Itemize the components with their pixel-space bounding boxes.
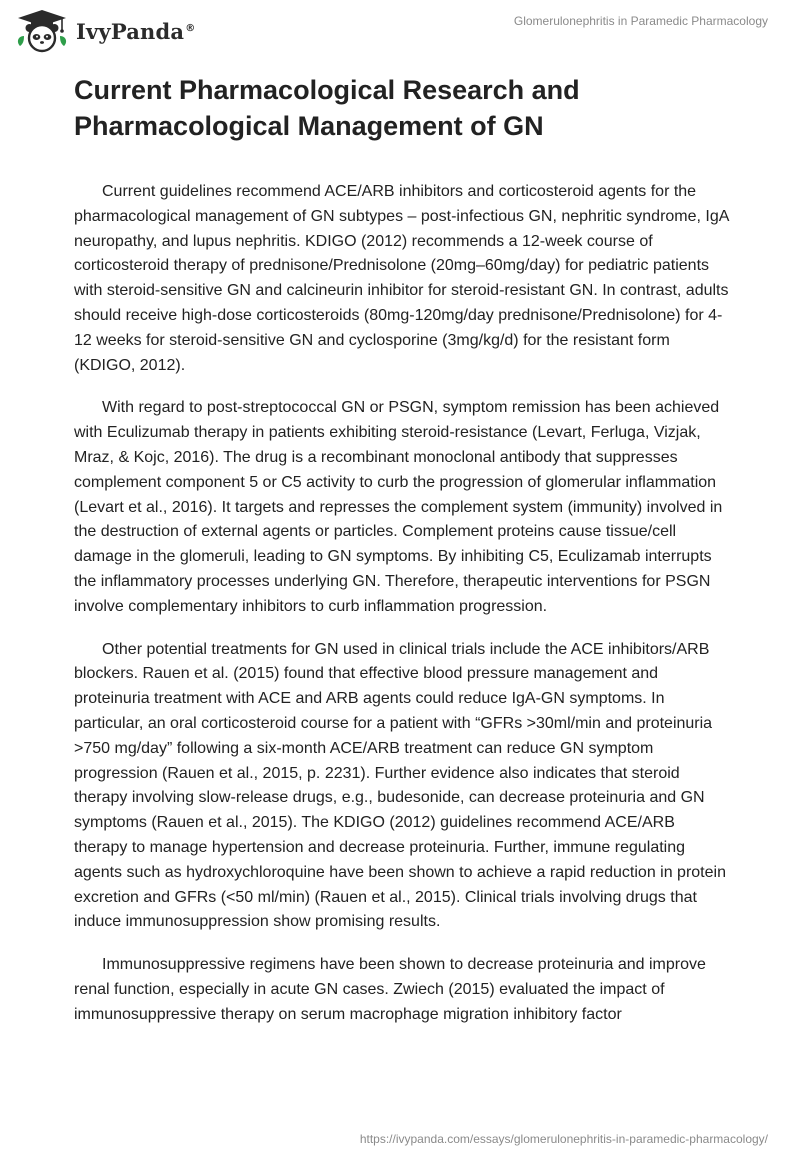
brand-name-text: IvyPanda [76, 18, 185, 44]
document-title: Glomerulonephritis in Paramedic Pharmacology [513, 14, 768, 28]
brand-name [76, 19, 195, 44]
article-body [74, 72, 730, 1046]
paragraph: Current guidelines recommend ACE/ARB inhibitors and corticosteroid agents for the pharmacological management of GN subtypes – post-infectious GN, nephritic syndrome, IgA neuropathy, and lupus nephritis. KDIGO (2012) recommends a 12-week course of corticosteroid therapy of prednisone/Prednisolone (20mg–60mg/day) for pediatric patients with steroid-sensitive GN and calcineurin inhibitor for steroid-resistant GN. In contrast, adults should receive high-dose corticosteroids (80mg-120mg/day prednisone/Prednisolone) for 4-12 weeks for steroid-sensitive GN and cyclosporine (3mg/kg/d) for the resistant form (KDIGO, 2012). [74, 183, 729, 374]
source-url[interactable]: https://ivypanda.com/essays/glomerulonephritis-in-paramedic-pharmacology/ [359, 1132, 768, 1146]
paragraph: Immunosuppressive regimens have been shown to decrease proteinuria and improve renal function, especially in acute GN cases. Zwiech (2015) evaluated the impact of immunosuppressive therapy on serum macrophage migration inhibitory factor [74, 956, 706, 1023]
registered-mark: ® [185, 22, 196, 34]
page-header [0, 0, 800, 64]
section-heading: Current Pharmacological Research and Pharmacological Management of GN [74, 75, 580, 141]
paragraph: Other potential treatments for GN used in clinical trials include the ACE inhibitors/ARB blockers. Rauen et al. (2015) found that effective blood pressure management and proteinuria treatment with ACE and ARB agents could reduce IgA-GN symptoms. In particular, an oral corticosteroid course for a patient with “GFRs >30ml/min and proteinuria >750 mg/day” following a six-month ACE/ARB treatment can reduce GN symptom progression (Rauen et al., 2015, p. 2231). Further evidence also indicates that steroid therapy involving slow-release drugs, e.g., budesonide, can decrease proteinuria and GN symptoms (Rauen et al., 2015). The KDIGO (2012) guidelines recommend ACE/ARB therapy to manage hypertension and decrease proteinuria. Further, immune regulating agents such as hydroxychloroquine have been shown to achieve a rapid reduction in protein excretion and GFRs (<50 ml/min) (Rauen et al., 2015). Clinical trials involving drugs that induce immunosuppression show promising results. [74, 640, 726, 931]
paragraph: With regard to post-streptococcal GN or PSGN, symptom remission has been achieved with Eculizumab therapy in patients exhibiting steroid-resistance (Levart, Ferluga, Vizjak, Mraz, & Kojc, 2016). The drug is a recombinant monoclonal antibody that suppresses complement component 5 or C5 activity to curb the progression of glomerular inflammation (Levart et al., 2016). It targets and represses the complement system (immunity) involved in the destruction of external agents or particles. Complement proteins cause tissue/cell damage in the glomeruli, leading to GN symptoms. By inhibiting C5, Eculizamab interrupts the inflammatory processes underlying GN. Therefore, therapeutic interventions for PSGN involve complementary inhibitors to curb inflammation progression. [74, 399, 723, 615]
panda-logo-icon [14, 8, 70, 54]
brand-logo[interactable] [14, 8, 195, 54]
